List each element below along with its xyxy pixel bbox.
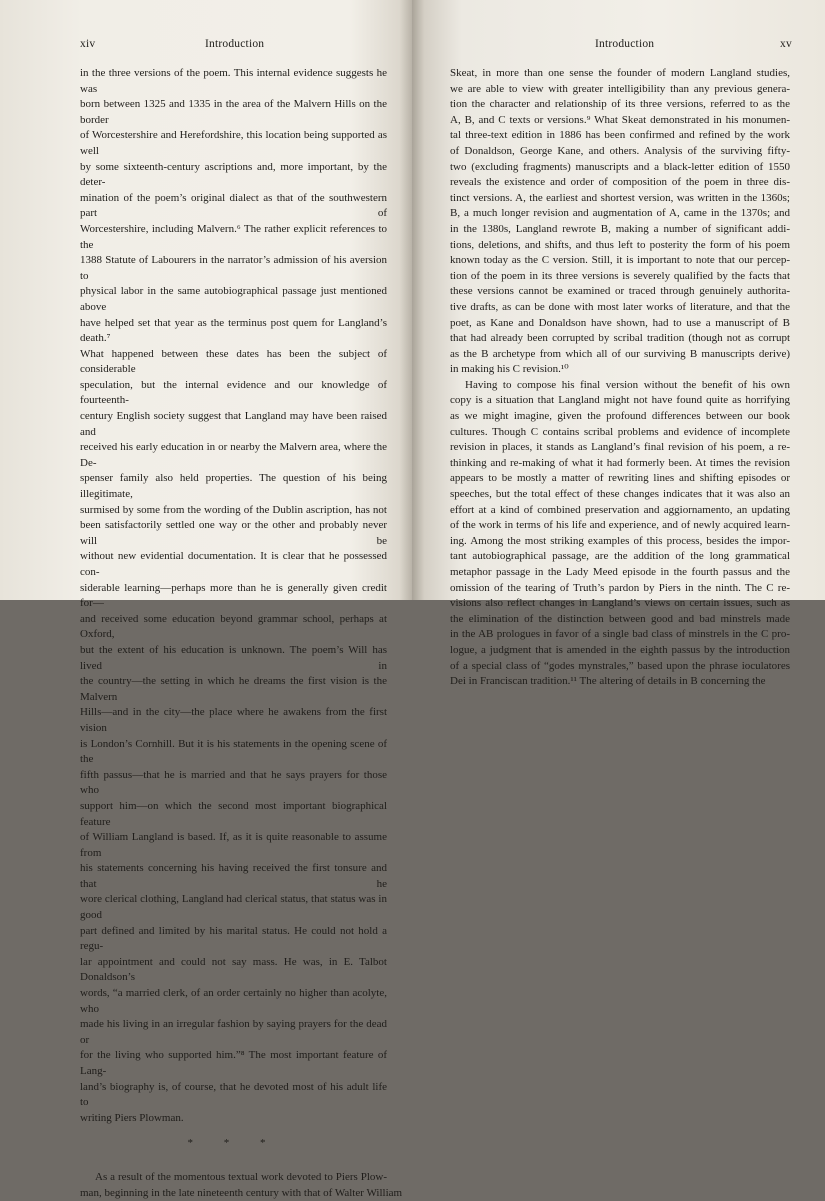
running-head: Introduction <box>205 38 265 50</box>
text-line: lar appointment and could not say mass. He was, in E. Talbot Donaldson’s <box>80 955 387 984</box>
text-line: of the work in terms of his life and experience, and of newly acquired learn- <box>450 519 790 532</box>
text-line: thinking and re-making of what it had formerly been. At times the revision <box>450 456 790 469</box>
text-line: poet, as Kane and Donaldson have shown, had to use a manuscript of B <box>450 316 790 329</box>
text-line: tinct versions. A, the earliest and shortest version, was written in the 1360s; <box>450 191 790 204</box>
text-line: writing Piers Plowman. <box>80 1111 184 1124</box>
text-line: support him—on which the second most important biographical feature <box>80 799 387 828</box>
text-line: that had already been corrupted by scribal tradition (though not as corrupt <box>450 332 790 345</box>
running-head: Introduction <box>595 38 655 50</box>
text-line: metaphor passage in the Lady Meed episode in the fourth passus and the <box>450 566 790 578</box>
text-line: tions, deletions, and shifts, and thus left to posterity the form of his poem <box>450 238 790 251</box>
text-line: fifth passus—that he is married and that he says prayers for those who <box>80 768 387 797</box>
body-text <box>450 66 790 690</box>
text-line: physical labor in the same autobiographical passage just mentioned above <box>80 285 387 313</box>
text-line: part defined and limited by his marital status. He could not hold a regu- <box>80 924 387 953</box>
text-line: tal three-text edition in 1886 has been confirmed and refined by the work <box>450 129 790 142</box>
text-line: by some sixteenth-century ascriptions and, more important, by the deter- <box>80 160 387 189</box>
text-line: spenser family also held properties. The question of his being illegitimate, <box>80 472 387 501</box>
text-line: mination of the poem’s original dialect as that of the southwestern part of <box>80 191 387 220</box>
text-line: Dei in Franciscan tradition.¹¹ The altering of details in B concerning the <box>450 675 766 688</box>
text-line: and received some education beyond grammar school, perhaps at Oxford, <box>80 612 387 641</box>
text-line: appears to be mostly a matter of rewriting lines and shifting episodes or <box>450 472 790 485</box>
text-line: received his early education in or nearby the Malvern area, where the De- <box>80 441 387 469</box>
text-line: reveals the existence and order of composition of the poem in three dis- <box>450 176 790 189</box>
text-line: wore clerical clothing, Langland had clerical status, that status was in good <box>80 893 387 922</box>
text-line: effort at a kind of combined preservation and aggiornamento, an updating <box>450 503 790 516</box>
text-line: siderable learning—perhaps more than he is generally given credit for— <box>80 581 387 610</box>
text-line: these versions cannot be examined or traced through genuinely authorita- <box>450 285 790 298</box>
page-number: xv <box>780 38 792 50</box>
text-line: Hills—and in the city—the place where he awakens from the first vision <box>80 706 387 734</box>
section-separator: * * * <box>187 1137 280 1150</box>
text-line: as the B archetype from which all of our surviving B manuscripts derive) <box>450 347 790 360</box>
right-page <box>412 0 825 688</box>
text-line: his statements concerning his having received the first tonsure and that he <box>80 862 387 890</box>
text-line: cultures. Though C contains scribal problems and evidence of incomplete <box>450 425 790 438</box>
text-line: for the living who supported him.”⁸ The most important feature of Lang- <box>80 1049 387 1077</box>
page-number: xiv <box>80 38 96 50</box>
text-line: man, beginning in the late nineteenth century with that of Walter William <box>80 1186 403 1199</box>
text-line: of William Langland is based. If, as it is quite reasonable to assume from <box>80 831 387 859</box>
text-line: without new evidential documentation. It is clear that he possessed con- <box>80 550 387 578</box>
text-line: tive drafts, as can be done with most later works of literature, and that the <box>450 300 790 313</box>
text-line: known today as the C version. Still, it is important to note that our percep- <box>450 254 790 267</box>
text-line: have helped set that year as the terminus post quem for Langland’s death.⁷ <box>80 316 387 345</box>
text-line: tion of the poem in its three versions is severely qualified by the facts that <box>450 269 790 282</box>
text-line: in the three versions of the poem. This internal evidence suggests he was <box>80 67 387 95</box>
text-line: century English society suggest that Langland may have been raised and <box>80 410 387 438</box>
text-line: revision in places, it stands as Langland’s final revision of his poem, a re- <box>450 441 790 454</box>
text-line: logue, a judgment that is amended in the eighth passus by the introduction <box>450 643 790 656</box>
text-line: omission of the tearing of Truth’s pardon by Piers in the ninth. The C re- <box>450 581 790 594</box>
text-line: A, B, and C texts or versions.⁹ What Skeat demonstrated in his monumen- <box>450 113 790 126</box>
text-line: in the AB prologues in favor of a single bad class of minstrels in the C pro- <box>450 628 790 641</box>
text-line: born between 1325 and 1335 in the area of the Malvern Hills on the border <box>80 98 387 126</box>
text-line: Skeat, in more than one sense the founder of modern Langland studies, <box>450 67 790 79</box>
text-line: of Donaldson, George Kane, and others. Analysis of the surviving fifty- <box>450 144 790 157</box>
text-line: the elimination of the distinction between good and bad minstrels made <box>450 612 790 625</box>
text-line: As a result of the momentous textual work devoted to Piers Plow- <box>95 1170 387 1183</box>
text-line: speculation, but the internal evidence and our knowledge of fourteenth- <box>80 378 387 407</box>
text-line: speeches, but the total effect of these changes indicates that it was also an <box>450 488 790 501</box>
text-line: tant autobiographical passage, are the addition of the long grammatical <box>450 550 790 563</box>
text-line: made his living in an irregular fashion by saying prayers for the dead or <box>80 1018 387 1046</box>
text-line: been satisfactorily settled one way or the other and probably never will be <box>80 519 387 547</box>
text-line: of a special class of “godes mynstrales,” based upon the phrase ioculatores <box>450 659 790 672</box>
text-line: words, “a married clerk, of an order certainly no higher than acolyte, who <box>80 987 387 1015</box>
text-line: ing. Among the most striking examples of this process, besides the impor- <box>450 534 790 547</box>
text-line: surmised by some from the wording of the Dublin ascription, has not <box>80 503 387 516</box>
text-line: B, a much longer revision and augmentation of A, came in the 1370s; and <box>450 207 790 220</box>
text-line: Having to compose his final version without the benefit of his own <box>465 378 790 391</box>
text-line: is London’s Cornhill. But it is his statements in the opening scene of the <box>80 737 387 766</box>
text-line: of Worcestershire and Herefordshire, this location being supported as well <box>80 129 387 157</box>
text-line: land’s biography is, of course, that he devoted most of his adult life to <box>80 1080 387 1109</box>
text-line: 1388 Statute of Labourers in the narrator’s admission of his aversion to <box>80 254 387 282</box>
text-line: but the extent of his education is unknown. The poem’s Will has lived in <box>80 643 387 672</box>
left-page <box>0 0 412 1199</box>
text-line: Worcestershire, including Malvern.⁶ The rather explicit references to the <box>80 222 387 251</box>
text-line: in making his C revision.¹⁰ <box>450 363 569 376</box>
text-line: the country—the setting in which he dreams the first vision is the Malvern <box>80 675 387 703</box>
text-line: copy is a situation that Langland might not have found quite as horrifying <box>450 394 790 407</box>
text-line: visions also reflect changes in Langland’s views on certain issues, such as <box>450 597 790 610</box>
text-line: as we might imagine, given the profound differences between our book <box>450 410 790 423</box>
text-line: two (excluding fragments) manuscripts and a black-letter edition of 1550 <box>450 160 790 173</box>
text-line: tion the character and relationship of its three versions, referred to as the <box>450 98 790 111</box>
body-text <box>80 66 403 1201</box>
text-line: What happened between these dates has been the subject of considerable <box>80 347 387 376</box>
text-line: in the 1380s, Langland rewrote B, making a number of significant addi- <box>450 222 790 235</box>
text-line: we are able to view with greater intelligibility than any previous genera- <box>450 82 790 95</box>
